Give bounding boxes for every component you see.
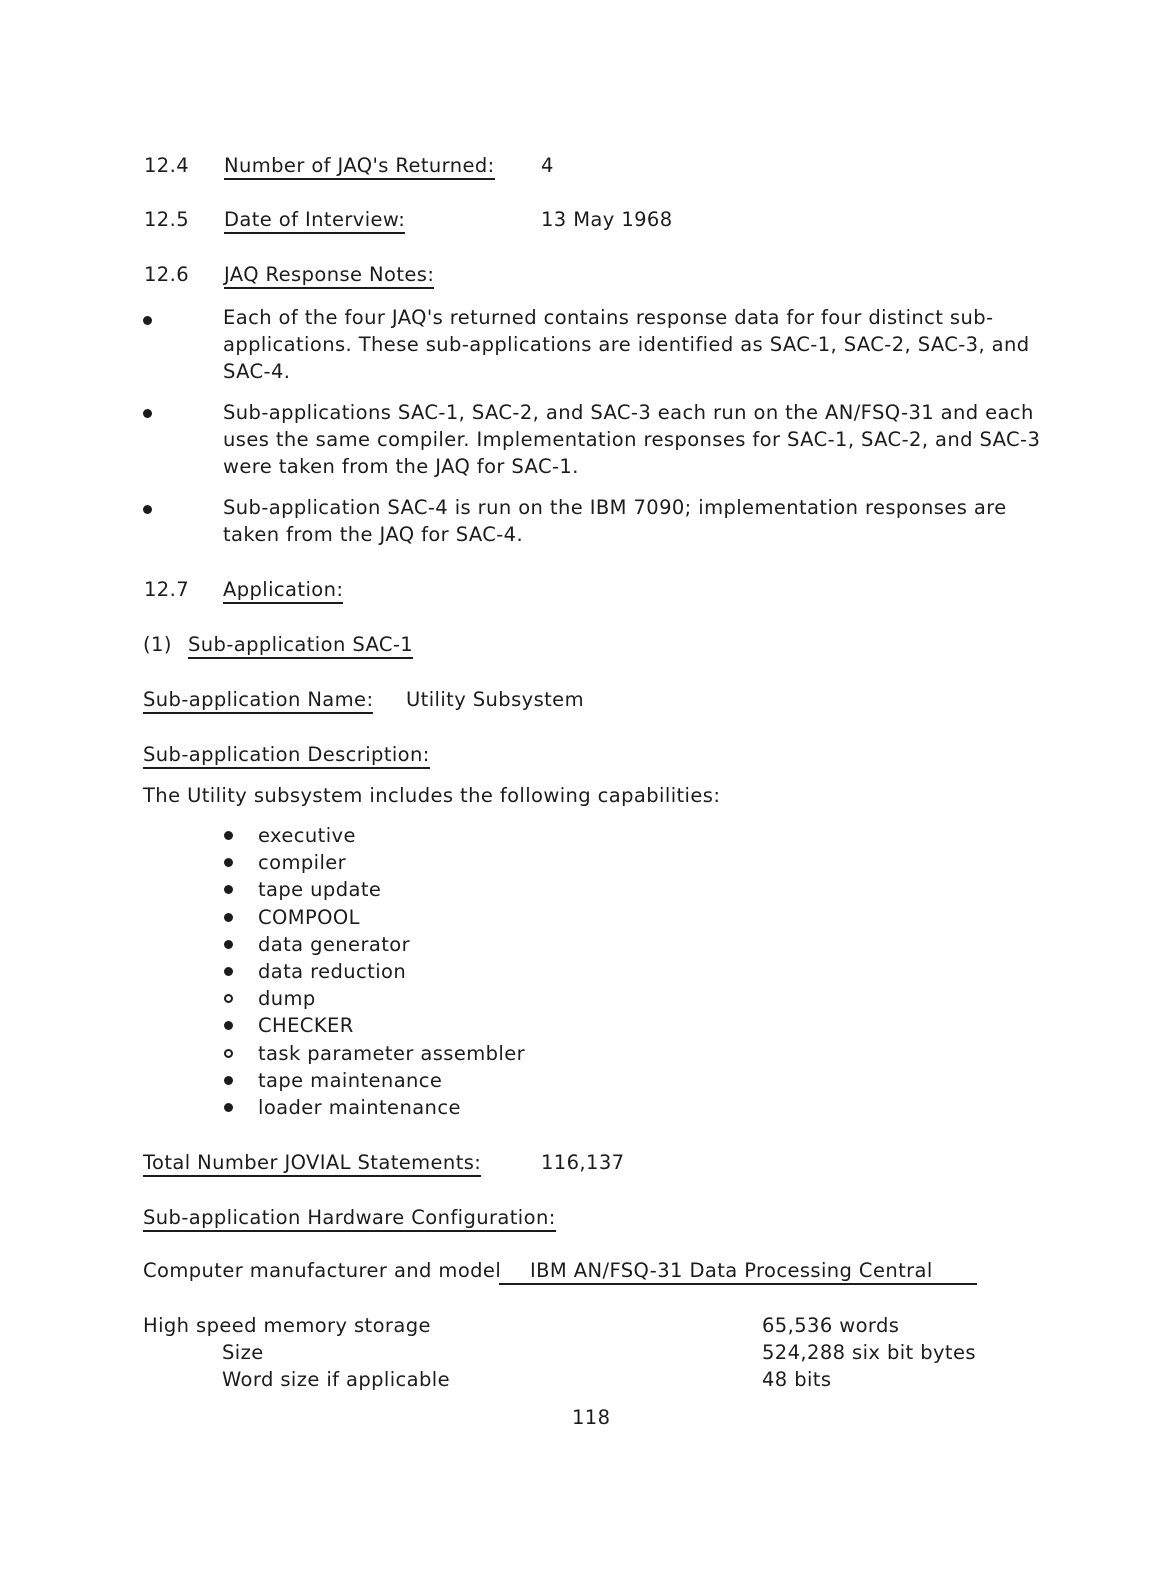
jovial-statements-label: Total Number JOVIAL Statements: [143,1151,481,1177]
section-number: 12.6 [144,263,190,286]
list-item [222,931,525,958]
bullet-icon [224,913,233,922]
bullet-icon [224,967,233,976]
word-size-label: Word size if applicable [222,1368,451,1391]
jaqs-returned-label: Number of JAQ's Returned: [224,154,495,180]
word-size-value: 48 bits [762,1368,832,1391]
list-item [222,958,525,985]
list-item [222,822,525,849]
interview-date-label: Date of Interview: [224,208,405,234]
list-item [222,1012,525,1039]
note-paragraph: Sub-applications SAC-1, SAC-2, and SAC-3 each run on the AN/FSQ-31 and each uses the same compiler. Implementation responses for SAC-1, SAC-2, and SAC-3 were taken from the JAQ for SAC-1. [223,401,1041,478]
bullet-icon [224,1021,233,1030]
list-item [222,876,525,903]
capability-text: loader maintenance [258,1095,461,1119]
bullet-icon [143,316,152,325]
sub-application-name-label: Sub-application Name: [143,688,373,714]
jaqs-returned-value: 4 [541,154,554,177]
computer-label: Computer manufacturer and model [143,1259,502,1282]
description-intro: The Utility subsystem includes the following capabilities: [143,784,721,807]
computer-value: IBM AN/FSQ-31 Data Processing Central [499,1259,977,1285]
bullet-icon [224,994,233,1003]
size-value: 524,288 six bit bytes [762,1341,976,1364]
list-item [222,985,525,1012]
sub-application-description-label: Sub-application Description: [143,743,430,769]
capability-text: dump [258,987,316,1011]
bullet-icon [224,885,233,894]
jovial-statements-value: 116,137 [541,1151,625,1174]
bullet-icon [224,1076,233,1085]
bullet-icon [224,831,233,840]
sub-application-name-value: Utility Subsystem [406,688,584,711]
list-item [222,1094,525,1121]
list-item [222,904,525,931]
hardware-configuration-label: Sub-application Hardware Configuration: [143,1206,556,1232]
capability-text: task parameter assembler [258,1041,526,1065]
capability-text: data generator [258,932,411,956]
capability-text: compiler [258,851,347,875]
bullet-icon [224,858,233,867]
sub-application-title: Sub-application SAC-1 [188,633,413,659]
capabilities-list [222,822,525,1121]
bullet-icon [224,1049,233,1058]
section-number: 12.4 [144,154,190,177]
interview-date-value: 13 May 1968 [541,208,673,231]
bullet-icon [143,505,152,514]
capability-text: tape update [258,878,382,902]
section-number: 12.5 [144,208,190,231]
capability-text: tape maintenance [258,1068,443,1092]
list-item [222,849,525,876]
page-number: 118 [572,1406,611,1429]
section-number: 12.7 [144,578,190,601]
application-label: Application: [223,578,343,604]
bullet-icon [143,409,152,418]
capability-text: executive [258,824,356,847]
sub-application-number: (1) [143,633,172,656]
response-notes-label: JAQ Response Notes: [224,263,434,289]
bullet-icon [224,1103,233,1112]
note-paragraph: Each of the four JAQ's returned contains response data for four distinct sub-applications. These sub-applications are identified as SAC-1, SAC-2, SAC-3, and SAC-4. [223,306,1030,383]
list-item [222,1040,525,1067]
capability-text: COMPOOL [258,905,360,929]
memory-value: 65,536 words [762,1314,900,1337]
note-paragraph: Sub-application SAC-4 is run on the IBM 7090; implementation responses are taken from the JAQ for SAC-4. [223,496,1007,546]
capability-text: data reduction [258,959,407,983]
size-label: Size [222,1341,264,1364]
bullet-icon [224,940,233,949]
list-item [222,1067,525,1094]
memory-label: High speed memory storage [143,1314,431,1337]
capability-text: CHECKER [258,1014,354,1038]
